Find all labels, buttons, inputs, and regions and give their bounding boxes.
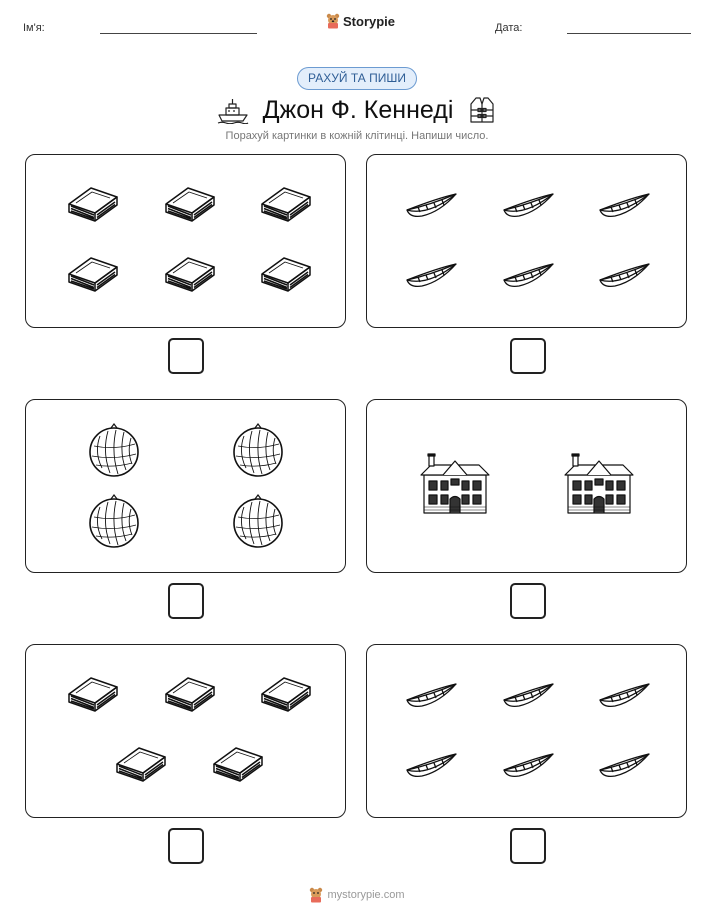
date-label: Дата: bbox=[495, 22, 523, 34]
count-panel-2 bbox=[366, 154, 687, 328]
instruction-text: Порахуй картинки в кожній клітинці. Напиши число. bbox=[225, 130, 489, 142]
book-icon bbox=[214, 748, 262, 781]
brand-logo bbox=[326, 13, 395, 29]
panel-5-pictures bbox=[26, 645, 347, 819]
canoe-icon bbox=[600, 264, 649, 286]
canoe-icon bbox=[600, 754, 649, 776]
footer-url: mystorypie.com bbox=[327, 889, 405, 901]
answer-box-1[interactable] bbox=[168, 338, 204, 374]
coconut-icon bbox=[234, 495, 282, 547]
page-title: Джон Ф. Кеннеді bbox=[262, 95, 454, 124]
answer-box-5[interactable] bbox=[168, 828, 204, 864]
house-icon bbox=[565, 454, 633, 513]
canoe-icon bbox=[600, 194, 649, 216]
canoe-icon bbox=[504, 264, 553, 286]
canoe-icon bbox=[600, 684, 649, 706]
boat-icon bbox=[217, 96, 249, 124]
name-field[interactable] bbox=[100, 33, 257, 34]
bear-logo-icon bbox=[309, 887, 323, 903]
coconut-icon bbox=[90, 495, 138, 547]
canoe-icon bbox=[504, 684, 553, 706]
book-icon bbox=[166, 188, 214, 221]
brand-name: Storypie bbox=[343, 13, 396, 29]
panel-6-pictures bbox=[367, 645, 688, 819]
count-panel-3 bbox=[25, 399, 346, 573]
coconut-icon bbox=[234, 424, 282, 476]
count-panel-4 bbox=[366, 399, 687, 573]
book-icon bbox=[166, 258, 214, 291]
answer-box-3[interactable] bbox=[168, 583, 204, 619]
activity-badge: РАХУЙ ТА ПИШИ bbox=[297, 67, 417, 90]
panel-3-pictures bbox=[26, 400, 347, 574]
date-field[interactable] bbox=[567, 33, 691, 34]
canoe-icon bbox=[407, 684, 456, 706]
answer-box-4[interactable] bbox=[510, 583, 546, 619]
count-panel-6 bbox=[366, 644, 687, 818]
panel-1-pictures bbox=[26, 155, 347, 329]
footer bbox=[0, 887, 714, 903]
book-icon bbox=[262, 678, 310, 711]
book-icon bbox=[69, 188, 117, 221]
canoe-icon bbox=[407, 264, 456, 286]
answer-box-6[interactable] bbox=[510, 828, 546, 864]
name-label: Ім'я: bbox=[23, 22, 45, 34]
book-icon bbox=[166, 678, 214, 711]
title-row bbox=[0, 92, 714, 128]
book-icon bbox=[69, 678, 117, 711]
count-panel-5 bbox=[25, 644, 346, 818]
bear-logo-icon bbox=[326, 13, 340, 29]
canoe-icon bbox=[407, 194, 456, 216]
coconut-icon bbox=[90, 424, 138, 476]
canoe-icon bbox=[504, 754, 553, 776]
canoe-icon bbox=[504, 194, 553, 216]
book-icon bbox=[69, 258, 117, 291]
panel-2-pictures bbox=[367, 155, 688, 329]
count-panel-1 bbox=[25, 154, 346, 328]
book-icon bbox=[262, 188, 310, 221]
book-icon bbox=[117, 748, 165, 781]
house-icon bbox=[421, 454, 489, 513]
canoe-icon bbox=[407, 754, 456, 776]
panel-4-pictures bbox=[367, 400, 688, 574]
answer-box-2[interactable] bbox=[510, 338, 546, 374]
book-icon bbox=[262, 258, 310, 291]
life-vest-icon bbox=[467, 95, 497, 125]
